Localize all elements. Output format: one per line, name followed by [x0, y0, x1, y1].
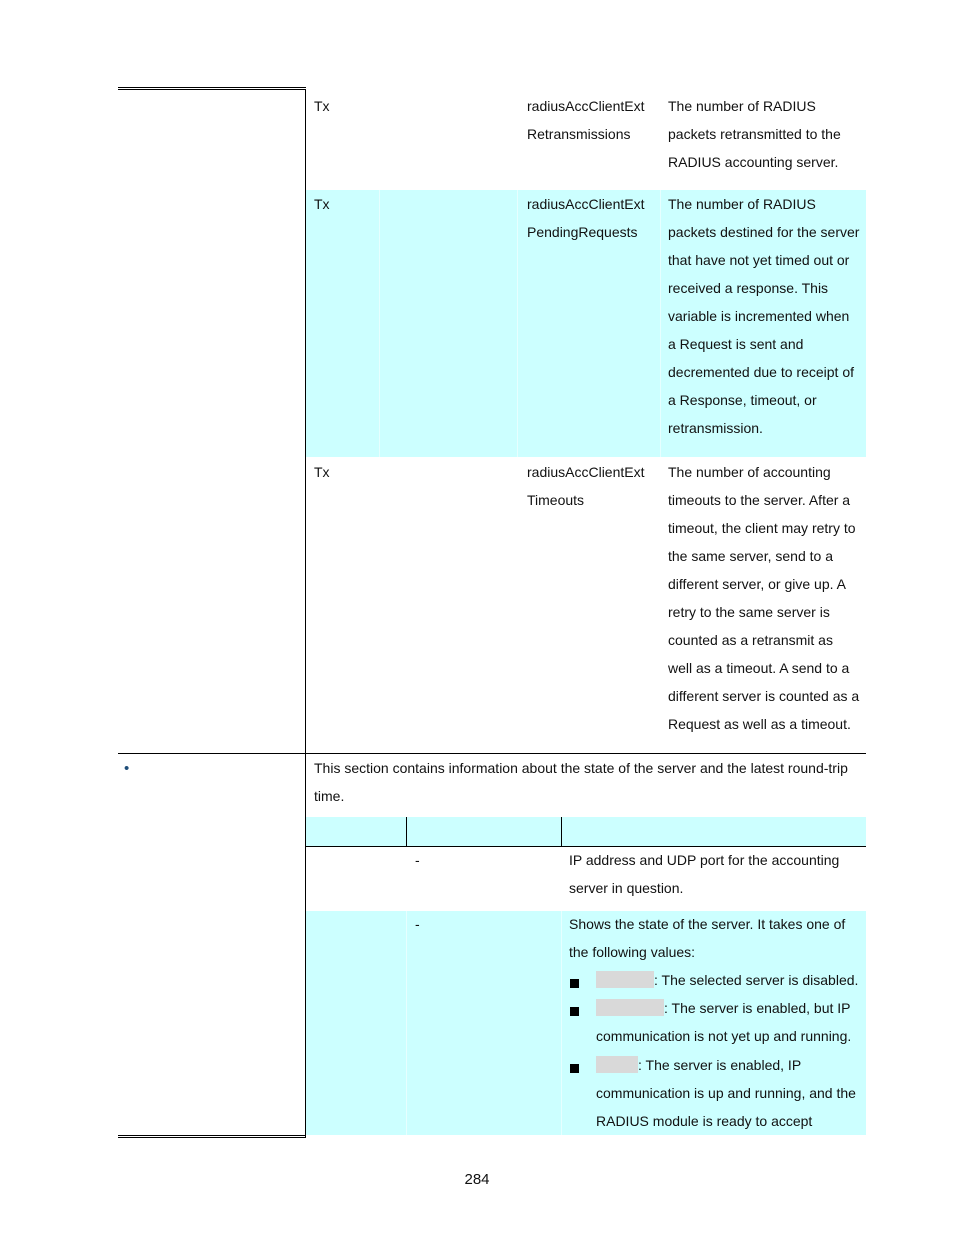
list-item: : The selected server is disabled.: [596, 966, 858, 994]
row-dash: -: [415, 852, 420, 868]
table-top-border: [118, 87, 306, 90]
subtable-header: [306, 817, 866, 846]
list-bullet-square: [570, 1060, 579, 1076]
object-name: radiusAccClientExt PendingRequests: [527, 196, 645, 240]
column-separator: [406, 911, 407, 1135]
list-bullet-square: [570, 1003, 579, 1019]
value-placeholder: [596, 971, 654, 988]
section-bullet: •: [124, 760, 130, 777]
row-description: The number of accounting timeouts to the server. After a timeout, the client may retry to the same server, send to a different server, or give up. A retry to the same server is counted as a retransmit as well as a timeout. A send to a different server is counted as a Request as well as a timeout.: [668, 464, 860, 732]
row-description: The number of RADIUS packets destined for the server that have not yet timed out or received a response. This variable is incremented when a Request is sent and decremented due to receipt of a Response, timeout, or retransmission.: [668, 196, 860, 436]
list-bullet-square: [570, 975, 579, 991]
column-separator: [660, 190, 661, 457]
row-description: The number of RADIUS packets retransmitted to the RADIUS accounting server.: [668, 98, 841, 170]
subtable-header-col: [561, 817, 562, 846]
row-description: IP address and UDP port for the accounting server in question.: [569, 852, 840, 896]
table-bottom-border: [118, 1135, 306, 1138]
column-separator: [517, 190, 518, 457]
subtable-header-col: [406, 817, 407, 846]
value-placeholder: [596, 999, 664, 1016]
object-name: radiusAccClientExt Retransmissions: [527, 98, 645, 142]
row-description: Shows the state of the server. It takes one of the following values:: [569, 916, 846, 960]
column-separator: [561, 911, 562, 1135]
row-label: Tx: [314, 196, 330, 212]
row-dash: -: [415, 916, 420, 932]
section-intro: This section contains information about the state of the server and the latest round-trip time.: [314, 760, 848, 804]
page-number: 284: [464, 1171, 490, 1188]
object-name: radiusAccClientExt Timeouts: [527, 464, 645, 508]
value-placeholder: [596, 1056, 638, 1073]
row-label: Tx: [314, 464, 330, 480]
table-divider-vertical: [305, 89, 306, 1137]
row-label: Tx: [314, 98, 330, 114]
list-item: : The server is enabled, but IP communication is not yet up and running.: [596, 1000, 852, 1044]
column-separator: [379, 190, 380, 457]
list-item: : The server is enabled, IP communication is up and running, and the RADIUS module is ready to accept: [596, 1057, 856, 1129]
